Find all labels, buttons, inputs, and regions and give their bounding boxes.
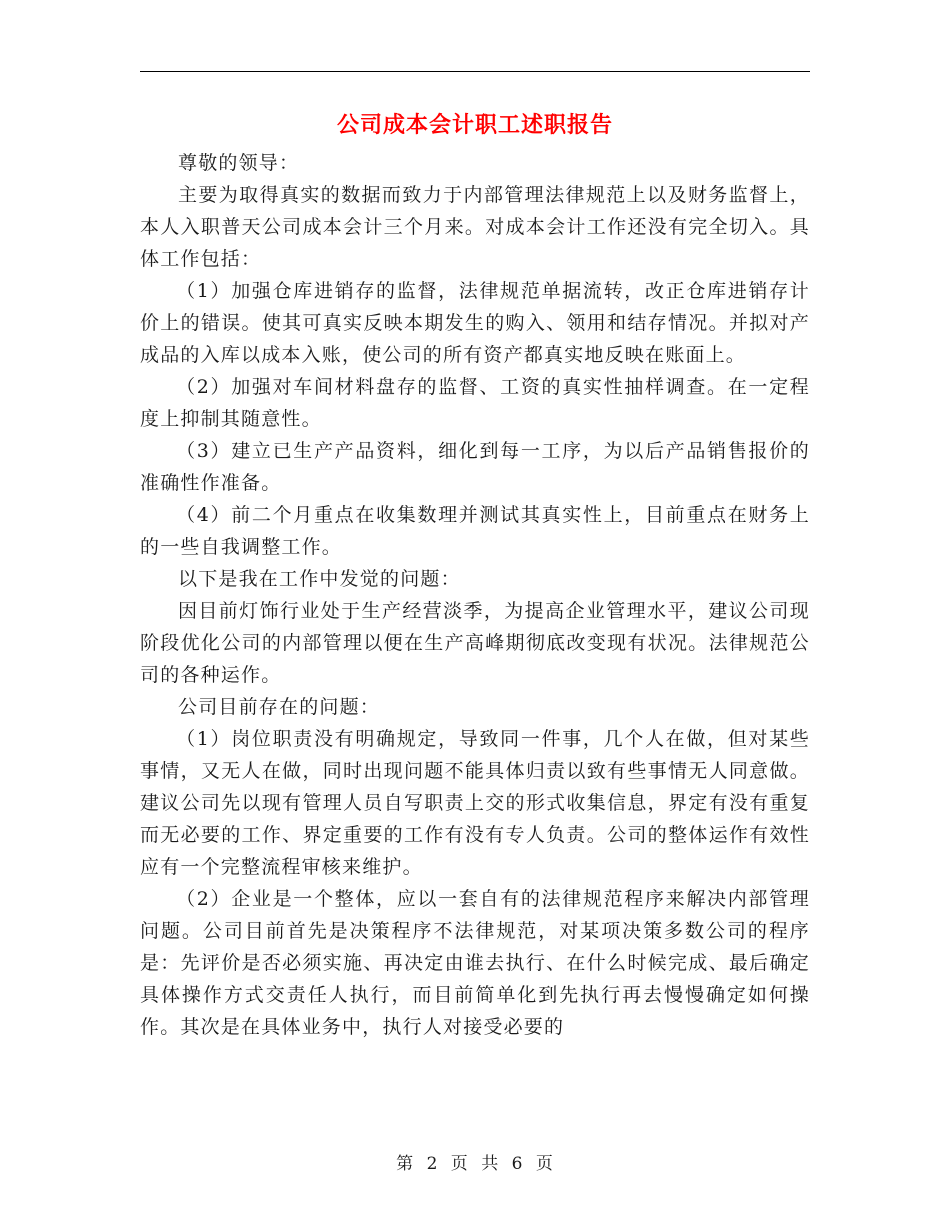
page-footer [0, 1152, 950, 1176]
paragraph-problem-2: （2）企业是一个整体，应以一套自有的法律规范程序来解决内部管理问题。公司目前首先是决策程序不法律规范，对某项决策多数公司的程序是：先评价是否必须实施、再决定由谁去执行、在什么时候完成、最后确定具体操作方式交责任人执行，而目前简单化到先执行再去慢慢确定如何操作。其次是在具体业务中，执行人对接受必要的 [140, 888, 810, 1038]
footer-page-unit: 页 [450, 1154, 469, 1174]
footer-current-page: 2 [426, 1154, 439, 1174]
footer-page-unit-end: 页 [535, 1154, 554, 1174]
paragraph-item-3: （3）建立已生产产品资料，细化到每一工序，为以后产品销售报价的准确性作准备。 [140, 440, 810, 494]
footer-total-pages: 6 [511, 1154, 524, 1174]
header-rule [140, 71, 810, 72]
paragraph-item-4: （4）前二个月重点在收集数理并测试其真实性上，目前重点在财务上的一些自我调整工作。 [140, 504, 810, 558]
salutation: 尊敬的领导： [178, 152, 300, 174]
document-body [140, 147, 810, 1043]
paragraph-intro: 主要为取得真实的数据而致力于内部管理法律规范上以及财务监督上，本人入职普天公司成本会计三个月来。对成本会计工作还没有完全切入。具体工作包括： [140, 184, 810, 270]
paragraph-problems-heading: 以下是我在工作中发觉的问题： [178, 568, 461, 590]
paragraph-problem-1: （1）岗位职责没有明确规定，导致同一件事，几个人在做，但对某些事情，又无人在做，同时出现问题不能具体归责以致有些事情无人同意做。建议公司先以现有管理人员自写职责上交的形式收集信息，界定有没有重复而无必要的工作、界定重要的工作有没有专人负责。公司的整体运作有效性应有一个完整流程审核来维护。 [140, 728, 810, 878]
footer-page-label: 第 [396, 1154, 415, 1174]
paragraph-suggestion: 因目前灯饰行业处于生产经营淡季，为提高企业管理水平，建议公司现阶段优化公司的内部管理以便在生产高峰期彻底改变现有状况。法律规范公司的各种运作。 [140, 600, 810, 686]
footer-total-label: 共 [481, 1154, 500, 1174]
paragraph-item-2: （2）加强对车间材料盘存的监督、工资的真实性抽样调查。在一定程度上抑制其随意性。 [140, 376, 810, 430]
paragraph-item-1: （1）加强仓库进销存的监督，法律规范单据流转，改正仓库进销存计价上的错误。使其可真实反映本期发生的购入、领用和结存情况。并拟对产成品的入库以成本入账，使公司的所有资产都真实地反映在账面上。 [140, 280, 810, 366]
document-title: 公司成本会计职工述职报告 [336, 112, 613, 138]
paragraph-company-problems-heading: 公司目前存在的问题： [178, 696, 381, 718]
